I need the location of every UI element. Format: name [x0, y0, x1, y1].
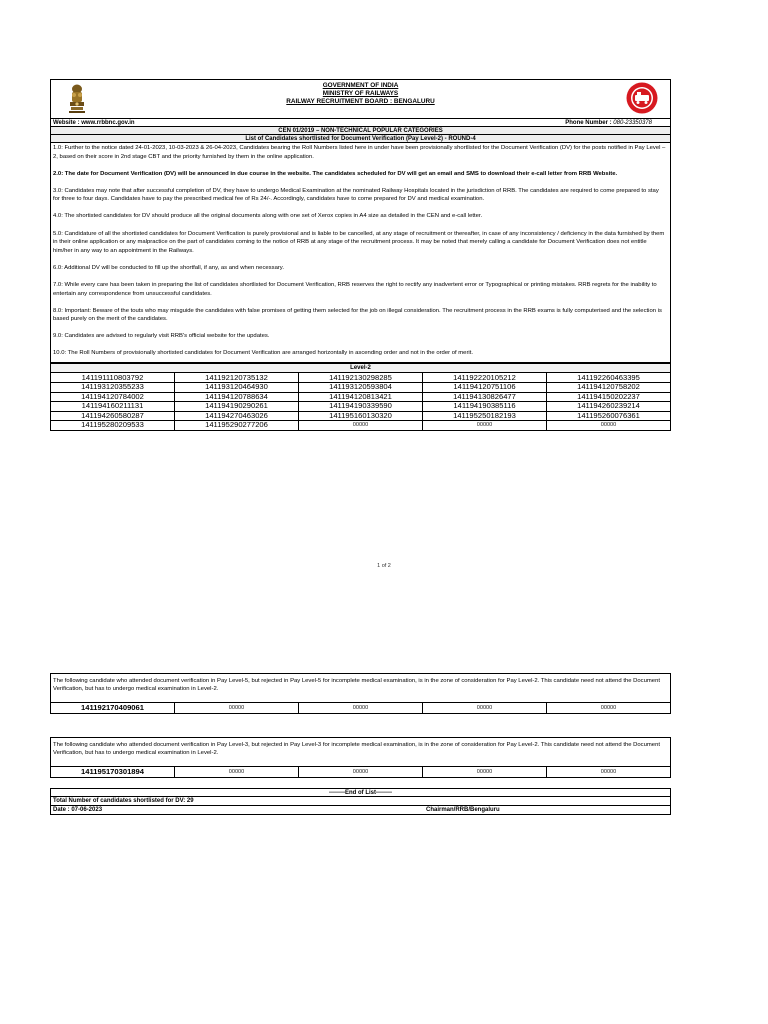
gov-title: GOVERNMENT OF INDIA — [322, 82, 399, 89]
roll-cell: 141195260076361 — [547, 411, 671, 421]
date-row — [50, 806, 671, 815]
roll-cell: 141191110803792 — [51, 373, 175, 383]
roll-cell: 141194130826477 — [423, 392, 547, 402]
ministry-title: MINISTRY OF RAILWAYS — [322, 90, 399, 98]
indian-railways-logo-icon — [626, 82, 658, 114]
table-row — [51, 383, 671, 393]
roll-cell: 141193120355233 — [51, 383, 175, 393]
level-row — [51, 364, 671, 373]
note-9: 9.0: Candidates are advised to regularly visit RRB's official website for the updates. — [53, 333, 270, 340]
pay-level-5-section — [50, 673, 671, 714]
end-of-list: --------End of List-------- — [50, 788, 671, 797]
list-title: List of Candidates shortlisted for Document Verification (Pay Level-2) - ROUND-4 — [51, 135, 670, 143]
note-3: 3.0: Candidates may note that after successful completion of DV, they have to undergo Medical Examination at the nominated Railway Hospitals located in the jurisdiction of RRB. The candidates are required to come prepared to stay for three to four days. Candidates have to pay the prescribed medical fee of Rs 24/-. Accordingly, candidates have to come prepared for DV and medical examination. — [53, 187, 659, 203]
notice-footer — [50, 788, 671, 815]
empty-cell: 00000 — [299, 767, 423, 778]
roll-cell: 141194260580287 — [51, 411, 175, 421]
note-7: 7.0: While every care has been taken in preparing the list of candidates shortlisted for Document Verification, RRB reserves the right to rectify any inadvertent error or Typographical or printing mistakes. RRB regrets for the inability to entertain any correspondence from unsuccessful candidates. — [53, 281, 657, 297]
empty-cell: 00000 — [175, 703, 299, 714]
table-row — [51, 767, 671, 778]
pay-level-3-text: The following candidate who attended document verification in Pay Level-3, but rejected in Pay Level-3 for incomplete medical examination, is in the zone of consideration for Pay Level-2. This candidate need not attend the Document Verification, but has to undergo medical examination in Level-2. — [50, 737, 671, 766]
roll-cell: 141194190385116 — [423, 402, 547, 412]
roll-cell: 141192120735132 — [175, 373, 299, 383]
roll-cell: 141193120593804 — [299, 383, 423, 393]
roll-cell: 141194190339590 — [299, 402, 423, 412]
notice-date: Date : 07-06-2023 — [53, 807, 103, 813]
roll-cell: 141194120813421 — [299, 392, 423, 402]
roll-cell: 141193120464930 — [175, 383, 299, 393]
pay-level-5-table — [50, 702, 671, 714]
table-row — [51, 703, 671, 714]
roll-cell: 141194150202237 — [547, 392, 671, 402]
roll-cell: 141194160211131 — [51, 402, 175, 412]
pay-level-5-text: The following candidate who attended document verification in Pay Level-5, but rejected in Pay Level-5 for incomplete medical examination, is in the zone of consideration for Pay Level-2. This candidate need not attend the Document Verification, but has to undergo medical examination in Level-2. — [50, 673, 671, 702]
board-title: RAILWAY RECRUITMENT BOARD : BENGALURU — [286, 98, 435, 106]
total-count: Total Number of candidates shortlisted for DV: 29 — [50, 797, 671, 806]
note-1: 1.0: Further to the notice dated 24-01-2023, 10-03-2023 & 26-04-2023, Candidates bearing the Roll Numbers listed here in under have been provisionally shortlisted for the Document Verification (DV) for the posts notified in Pay Level –2, based on their score in 2nd stage CBT and the priority furnished by them in the online application. — [53, 145, 666, 160]
notice-notes — [51, 143, 670, 362]
empty-cell: 00000 — [547, 703, 671, 714]
pay-level-3-table — [50, 766, 671, 778]
note-10: 10.0: The Roll Numbers of provisionally shortisted candidates for Document Verification are arranged horizontally in ascending order and not in the order of merit. — [53, 350, 473, 357]
national-emblem-icon — [66, 83, 88, 115]
table-row — [51, 411, 671, 421]
note-2: 2.0: The date for Document Verification (DV) will be announced in due course in the website. The candidates scheduled for DV will get an email and SMS to download their e-call letter from RRB Website. — [53, 170, 618, 177]
empty-cell: 00000 — [423, 703, 547, 714]
roll-cell: 141194270463026 — [175, 411, 299, 421]
roll-cell: 141194120758202 — [547, 383, 671, 393]
roll-cell: 141194260239214 — [547, 402, 671, 412]
roll-cell: 141194120751106 — [423, 383, 547, 393]
roll-cell: 141195280209533 — [51, 421, 175, 431]
note-5: 5.0: Candidature of all the shortisted candidates for Document Verification is purely provisional and is liable to be cancelled, at any stage of recruitment or thereafter, in case of any inconsistency / deficiency in the data furnished by them in their online application or any malpractice on the part of candidates coming to the notice of RRB at any stage of the recruitment process. It may be noted that merely calling a candidate for Document Verification does not entitle him/her in any way to an appointment in the Railways. — [53, 230, 665, 254]
roll-cell: 141195160130320 — [299, 411, 423, 421]
note-4: 4.0: The shortisted candidates for DV should produce all the original documents along with one set of Xerox copies in A4 size as detailed in the CEN and e-call letter. — [53, 213, 483, 220]
website-text: Website : www.rrbbnc.gov.in — [53, 120, 135, 126]
roll-cell: 141192130298285 — [299, 373, 423, 383]
roll-cell: 141195170301894 — [51, 767, 175, 778]
roll-cell: 141192260463395 — [547, 373, 671, 383]
signatory: Chairman/RRB/Bengaluru — [426, 807, 500, 813]
roll-cell: 141194120788634 — [175, 392, 299, 402]
notice-frame — [50, 79, 671, 363]
empty-cell: 00000 — [299, 421, 423, 431]
roll-cell: 141194120784002 — [51, 392, 175, 402]
roll-cell: 141192220105212 — [423, 373, 547, 383]
notice-sheet — [50, 79, 671, 431]
level-label: Level-2 — [51, 364, 671, 373]
letterhead — [51, 80, 670, 119]
empty-cell: 00000 — [547, 767, 671, 778]
roll-cell: 141195290277206 — [175, 421, 299, 431]
table-row — [51, 392, 671, 402]
empty-cell: 00000 — [299, 703, 423, 714]
phone-text: Phone Number : 080-23350378 — [565, 120, 652, 126]
table-row — [51, 402, 671, 412]
empty-cell: 00000 — [175, 767, 299, 778]
phone-number: 080-23350378 — [613, 120, 652, 126]
page-number: 1 of 2 — [377, 563, 391, 569]
pay-level-3-section — [50, 737, 671, 778]
roll-number-table — [50, 363, 671, 431]
empty-cell: 00000 — [423, 767, 547, 778]
note-6: 6.0: Additional DV will be conducted to fill up the shortfall, if any, as and when necessary. — [53, 264, 284, 271]
contact-row — [51, 119, 670, 127]
empty-cell: 00000 — [423, 421, 547, 431]
note-8: 8.0: Important: Beware of the touts who may misguide the candidates with false promises of getting them selected for the job on illegal consideration. The recruitment process in the RRB exams is fully computerised and the selection is based purely on the merit of the candidates. — [53, 307, 662, 323]
roll-cell: 141194190290261 — [175, 402, 299, 412]
roll-cell: 141195250182193 — [423, 411, 547, 421]
table-row — [51, 373, 671, 383]
roll-cell: 141192170409061 — [51, 703, 175, 714]
empty-cell: 00000 — [547, 421, 671, 431]
table-row — [51, 421, 671, 431]
cen-title: CEN 01/2019 – NON-TECHNICAL POPULAR CATEGORIES — [51, 127, 670, 135]
